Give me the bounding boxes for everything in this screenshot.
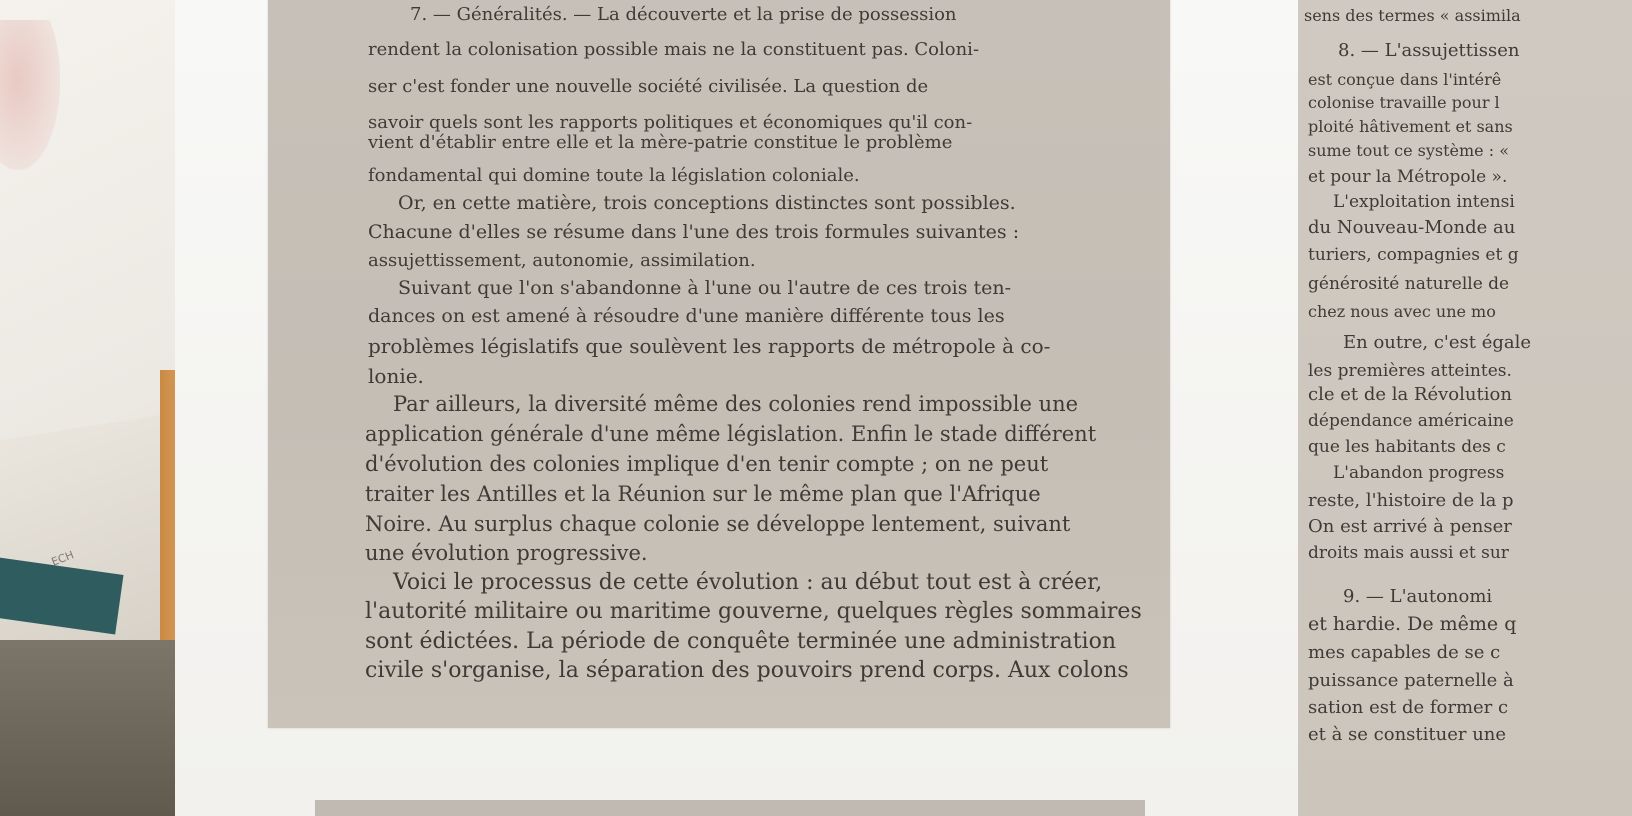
text-line: vient d'établir entre elle et la mère-patrie constitue le problème [368, 132, 953, 153]
text-line: assujettissement, autonomie, assimilation. [368, 250, 756, 271]
text-line: Chacune d'elles se résume dans l'une des trois formules suivantes : [368, 221, 1020, 243]
text-line: une évolution progressive. [365, 541, 648, 565]
text-line: Par ailleurs, la diversité même des colonies rend impossible une [393, 392, 1079, 416]
text-line: civile s'organise, la séparation des pouvoirs prend corps. Aux colons [365, 658, 1129, 683]
text-line: 9. — L'autonomi [1343, 586, 1493, 607]
text-line: 8. — L'assujettissen [1338, 40, 1520, 61]
text-line: et hardie. De même q [1308, 613, 1517, 635]
text-line: sont édictées. La période de conquête terminée une administration [365, 629, 1117, 654]
text-line: turiers, compagnies et g [1308, 245, 1519, 265]
text-line: dances on est amené à résoudre d'une manière différente tous les [368, 305, 1005, 327]
text-line: application générale d'une même législation. Enfin le stade différent [365, 422, 1097, 446]
text-line: d'évolution des colonies implique d'en tenir compte ; on ne peut [365, 452, 1049, 476]
text-line: L'exploitation intensi [1333, 192, 1515, 212]
text-line: On est arrivé à penser [1308, 516, 1512, 537]
background-stain [0, 20, 60, 170]
text-line: et pour la Métropole ». [1308, 167, 1508, 187]
text-line: ser c'est fonder une nouvelle société civilisée. La question de [368, 76, 929, 97]
background-shadow [0, 640, 200, 816]
text-line: chez nous avec une mo [1308, 302, 1496, 321]
text-line: colonise travaille pour l [1308, 93, 1500, 112]
text-line: que les habitants des c [1308, 437, 1506, 457]
text-line: sume tout ce système : « [1308, 141, 1509, 160]
text-line: traiter les Antilles et la Réunion sur le même plan que l'Afrique [365, 482, 1041, 506]
text-line: cle et de la Révolution [1308, 384, 1512, 405]
bottom-text-strip [315, 800, 1145, 816]
text-line: reste, l'histoire de la p [1308, 490, 1514, 511]
side-text-column [1298, 0, 1632, 816]
text-line: fondamental qui domine toute la législation coloniale. [368, 165, 860, 186]
text-line: sation est de former c [1308, 697, 1509, 718]
text-line: Or, en cette matière, trois conceptions distinctes sont possibles. [398, 192, 1016, 214]
text-line: les premières atteintes. [1308, 361, 1512, 381]
text-line: est conçue dans l'intérê [1308, 70, 1502, 89]
main-text-column [268, 0, 1170, 728]
text-line: Voici le processus de cette évolution : au début tout est à créer, [393, 570, 1103, 595]
text-line: lonie. [368, 364, 424, 388]
text-line: mes capables de se c [1308, 642, 1501, 663]
text-line: savoir quels sont les rapports politiques et économiques qu'il con- [368, 112, 973, 133]
text-line: puissance paternelle à [1308, 670, 1514, 691]
text-line: du Nouveau-Monde au [1308, 217, 1516, 238]
text-line: sens des termes « assimila [1304, 6, 1521, 25]
text-line: Noire. Au surplus chaque colonie se développe lentement, suivant [365, 512, 1071, 536]
text-line: et à se constituer une [1308, 724, 1507, 745]
margin-note: ECH [49, 548, 76, 569]
text-line: rendent la colonisation possible mais ne la constituent pas. Coloni- [368, 39, 980, 60]
text-line: En outre, c'est égale [1343, 332, 1532, 353]
text-line: ploité hâtivement et sans [1308, 117, 1513, 136]
text-line: dépendance américaine [1308, 411, 1514, 431]
text-line: droits mais aussi et sur [1308, 543, 1509, 563]
text-line: L'abandon progress [1333, 463, 1505, 483]
text-line: 7. — Généralités. — La découverte et la prise de possession [410, 4, 957, 25]
text-line: l'autorité militaire ou maritime gouverne, quelques règles sommaires [365, 599, 1142, 624]
text-line: générosité naturelle de [1308, 274, 1510, 294]
text-line: Suivant que l'on s'abandonne à l'une ou l'autre de ces trois ten- [398, 277, 1012, 299]
text-line: problèmes législatifs que soulèvent les rapports de métropole à co- [368, 334, 1051, 358]
